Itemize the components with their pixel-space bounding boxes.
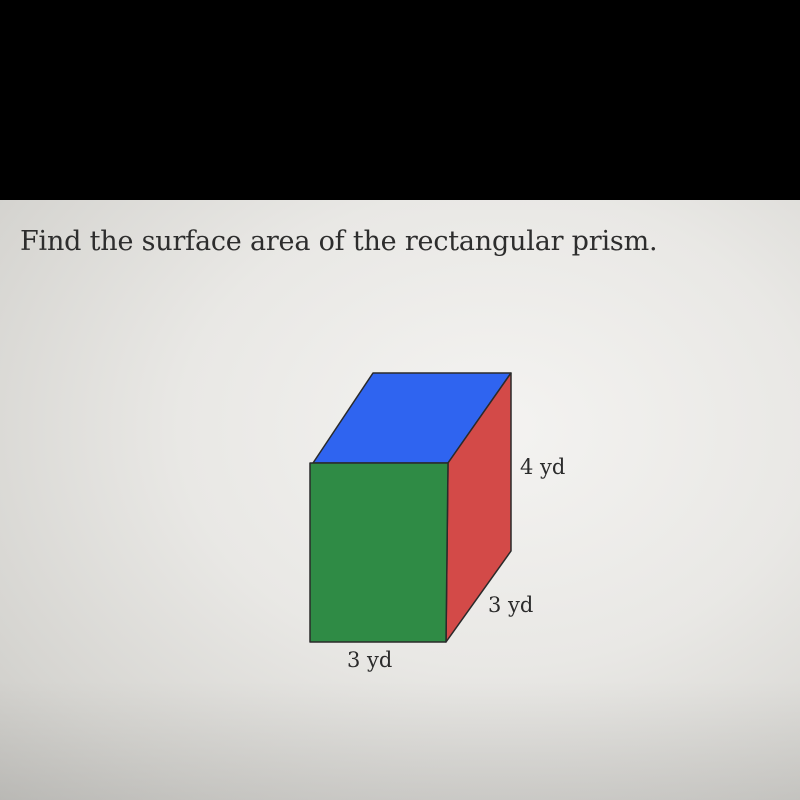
width-label: 3 yd [347,648,393,672]
rectangular-prism-figure [0,200,800,800]
screen-area [0,200,800,800]
prism-front-face [310,463,448,642]
depth-label: 3 yd [488,593,534,617]
height-label: 4 yd [520,455,566,479]
question-text: Find the surface area of the rectangular prism. [20,226,658,257]
monitor-bezel [0,0,800,200]
